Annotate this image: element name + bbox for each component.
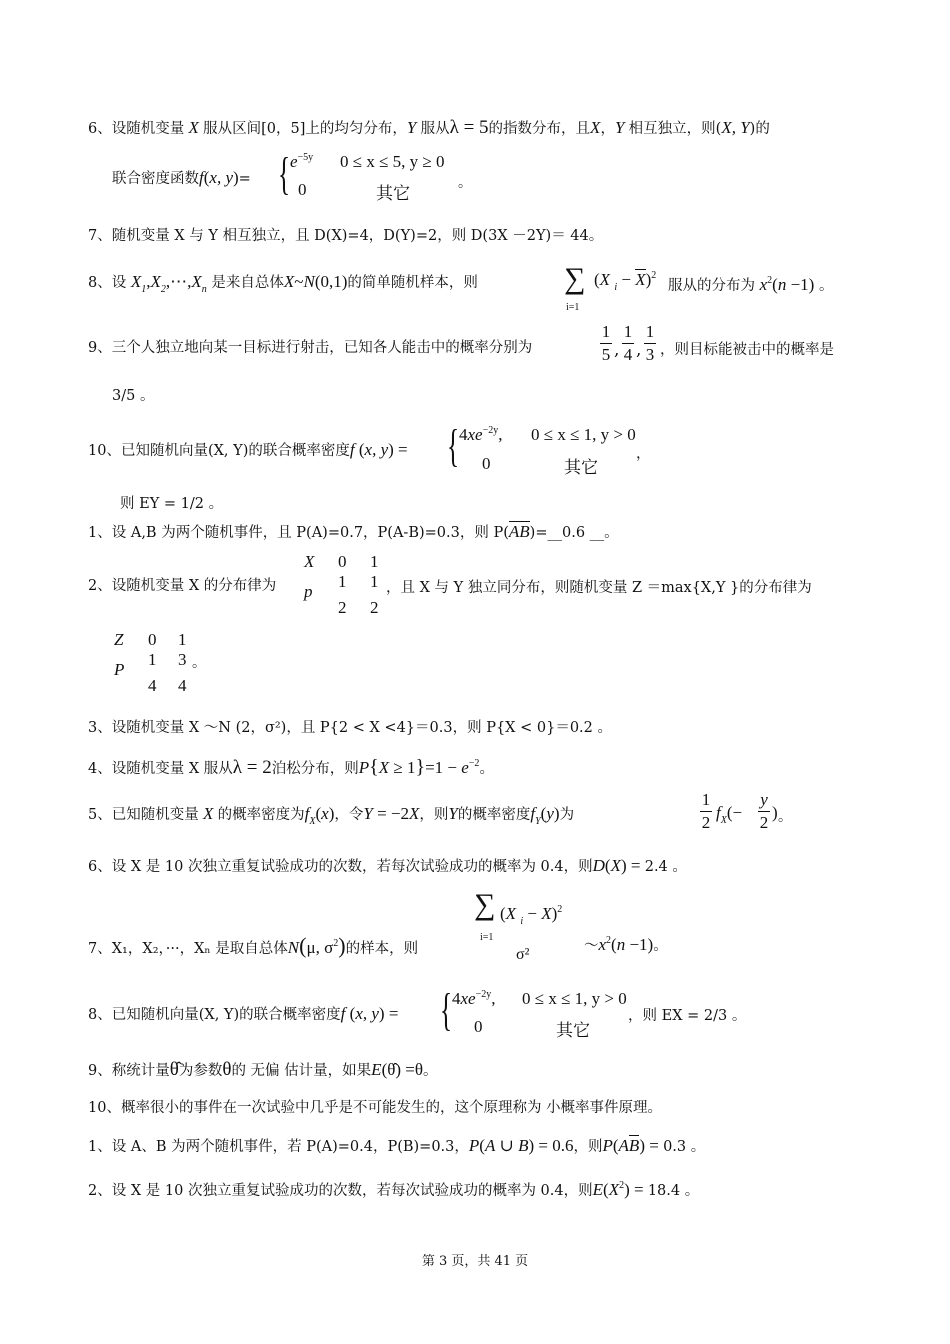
question-number: 8、 [88,1007,112,1023]
question-number: 7、 [88,941,112,957]
question-2c: 2、设 X 是 10 次独立重复试验成功的次数，若每次试验成功的概率为 0.4，则$E(X^2) = 18.4$ 。 [88,1180,700,1199]
text: 为 [559,807,575,823]
question-9a [88,338,532,358]
text: 为参数 [178,1063,223,1079]
text: ，则目标能被击中的概率是 [660,342,834,358]
text: 设 [111,275,127,291]
answer: 18.4 。 [647,1183,700,1199]
case-cond: 其它 [556,1021,590,1041]
fraction-1-3: 1 3 [645,322,655,364]
case-cond: 其它 [564,458,598,478]
question-number: 10、 [88,1100,121,1116]
fraction-1-2: 1 2 [701,790,711,832]
question-10b [88,1098,662,1118]
text: 服从的分布为 [668,278,755,294]
left-brace: { [278,148,291,199]
table-cell: 1 [178,630,187,649]
text: 设随机变量 X ～N (2，σ²)，且 P{2 < X <4}＝0.3，则 P{X < 0}＝0.2 。 [111,720,612,736]
case-1 [290,152,445,172]
page-footer: 第 3 页，共 41 页 [421,1254,529,1269]
sum-expr: (X $_i$ − X)$^2$ [500,904,563,927]
comma: , [614,340,620,360]
table-cell: X [304,552,315,571]
text: 。 [653,938,668,954]
question-8a: 8、设 $X_1,X_2,\cdots,X_n$ 是来自总体X~N(0,1)的简单随机样本，则 [88,272,478,295]
text: 服从区间[0，5]上的均匀分布， [203,121,407,137]
text: ，且 X 与 Y 独立同分布，则随机变量 Z ＝max{X,Y }的分布律为 [386,580,812,596]
table-cell: 2 [370,598,379,617]
question-3b [88,718,612,738]
table-cell: 4 [148,676,157,695]
table-cell: 0 [338,552,347,571]
text: 随机变量 X 与 Y 相互独立，且 D(X)=4，D(Y)=2，则 D(3X －2Y)＝ 44。 [111,228,604,244]
question-number: 2、 [88,1183,112,1199]
question-1b [88,522,619,543]
sum-index: i=1 [480,932,494,943]
table-cell: Z [114,630,124,649]
question-6a-cont: 联合密度函数f(x, y)= [112,168,251,187]
case-expr: e [290,152,298,171]
text: 设随机变量 [111,121,185,137]
text: )=__0.6 __。 [529,525,619,541]
comma: , [636,340,642,360]
fraction-1-5: 1 5 [601,322,611,364]
question-number: 2、 [88,578,112,594]
text: 称统计量 [111,1063,170,1079]
text: 。 [818,278,834,294]
text: 设 X 是 10 次独立重复试验成功的次数，若每次试验成功的概率为 0.4，则 [111,859,593,875]
text: 的简单随机样本，则 [347,275,478,291]
case-cond: 其它 [376,184,410,204]
table-cell: 3 [178,650,187,669]
question-number: 7、 [88,228,112,244]
text: )的 [749,121,770,137]
text: 。 [479,761,494,777]
question-6b: 6、设 X 是 10 次独立重复试验成功的次数，若每次试验成功的概率为 0.4，则D(X) = 2.4 。 [88,856,687,875]
density-expr: $f_X(-$ [716,803,743,826]
text: ，则 [573,1139,603,1155]
question-number: 9、 [88,1063,112,1079]
case-1: $4xe^{-2y}$, 0 ≤ x ≤ 1, y > 0 [452,989,627,1008]
text: = [238,171,251,187]
sigma-symbol: ∑ [564,262,586,295]
table-cell: 1 [338,572,347,591]
close-paren: ) [772,803,778,822]
table-cell: 1 [370,572,379,591]
question-8a-tail: 服从的分布为 $x^2(n -1)$ 。 [668,275,834,294]
question-7b-tail: $\sim x^2(n -1)$。 [584,935,668,954]
period: 。 [192,656,206,671]
text: 概率很小的事件在一次试验中几乎是不可能发生的，这个原理称为 小概率事件原理。 [120,1100,663,1116]
table-cell: 1 [370,552,379,571]
text: 。 [423,1063,438,1079]
complement-ab: AB [508,522,530,541]
text: 设随机变量 X 服从 [111,761,233,777]
question-number: 1、 [88,1139,112,1155]
text: 设随机变量 X 的分布律为 [111,578,277,594]
text: 已知随机向量(X, Y)的联合概率密度 [120,443,350,459]
text: ，则 [419,807,449,823]
table-cell: p [304,582,313,601]
text: 相互独立，则( [628,121,722,137]
text: ，令 [334,807,364,823]
case-cond: 0 ≤ x ≤ 1, y > 0 [522,989,627,1008]
text: 设 X 是 10 次独立重复试验成功的次数，若每次试验成功的概率为 0.4，则 [111,1183,593,1199]
left-brace: { [447,420,460,471]
text: 联合密度函数 [112,171,199,187]
question-8b: 8、已知随机向量(X, Y)的联合概率密度f (x, y) = [88,1004,399,1023]
question-7a [88,226,603,246]
question-number: 4、 [88,761,112,777]
answer: 2.4 。 [644,859,687,875]
question-9b: 9、称统计量θ̂为参数θ的 无偏 估计量，如果E(θ̂) =θ。 [88,1059,438,1080]
text: 已知随机变量 [111,807,199,823]
answer: 则 EY = 1/2 。 [120,496,224,512]
question-number: 10、 [88,443,121,459]
table-cell: 4 [178,676,187,695]
left-brace: { [440,984,453,1035]
question-number: 3、 [88,720,112,736]
case-2 [482,454,598,478]
period: 。 [458,175,472,191]
text: 的指数分布，且 [488,121,591,137]
question-6a: 6、设随机变量 X 服从区间[0，5]上的均匀分布，Y 服从λ = 5的指数分布，且X，Y 相互独立，则(X, Y)的 [88,117,770,138]
denominator: σ² [516,946,530,963]
sigma-symbol: ∑ [474,888,496,921]
question-4b: 4、设随机变量 X 服从λ = 2泊松分布，则$P\{X \ge 1\}=1 - e^{-2}$。 [88,756,494,778]
comma: ， [636,446,651,462]
case-expr: 0 [482,454,491,473]
fraction-y-2: y 2 [759,790,769,832]
answer: 3/5 。 [112,388,155,404]
table-cell: P [114,660,125,679]
case-2 [298,180,410,204]
text: 设 A,B 为两个随机事件，且 P(A)=0.7，P(A-B)=0.3，则 P( [111,525,509,541]
text: 泊松分布，则 [271,761,359,777]
question-number: 9、 [88,340,112,356]
text: 是来自总体 [211,275,284,291]
case-2 [474,1017,590,1041]
text: 的概率密度为 [217,807,305,823]
text: 的样本，则 [345,941,419,957]
question-number: 6、 [88,121,112,137]
question-2b [88,576,276,596]
question-number: 5、 [88,807,112,823]
case-cond: 0 ≤ x ≤ 1, y > 0 [531,425,636,444]
text: 的概率密度 [457,807,531,823]
answer: ，则 EX = 2/3 。 [628,1008,747,1024]
table-cell: 2 [338,598,347,617]
case-expr: 0 [298,180,307,199]
question-5b: 5、已知随机变量 X 的概率密度为$f_X(x)$，令Y = −2X，则Y的概率密度$f_Y(y)$为 [88,804,575,827]
text: 的 无偏 估计量，如果 [231,1063,372,1079]
answer: 0.3 。 [663,1139,706,1155]
case-1: $4xe^{-2y}$, 0 ≤ x ≤ 1, y > 0 [459,425,636,444]
sum-index: i=1 [566,302,580,313]
case-cond: 0 ≤ x ≤ 5, y ≥ 0 [340,152,445,171]
text: ～ [584,938,599,954]
question-7b: 7、X₁，X₂，···，Xₙ 是取自总体N(μ, $\sigma^2$)的样本，则 [88,933,419,958]
table-cell: 0 [148,630,157,649]
text: 已知随机向量(X, Y)的联合概率密度 [111,1007,341,1023]
text: 服从 [420,121,450,137]
question-number: 8、 [88,275,112,291]
case-exp: −5y [297,152,314,163]
text: 三个人独立地向某一目标进行射击，已知各人能击中的概率分别为 [111,340,533,356]
fraction-1-4: 1 4 [623,322,633,364]
question-10a: 10、已知随机向量(X, Y)的联合概率密度f (x, y) = [88,440,408,459]
case-expr: 0 [474,1017,483,1036]
question-number: 6、 [88,859,112,875]
question-1c: 1、设 A、B 为两个随机事件，若 P(A)=0.4，P(B)=0.3，P(A ∪ B) = 0.6，则P(AB) = 0.3 。 [88,1136,706,1155]
question-number: 1、 [88,525,112,541]
period: 。 [778,809,792,825]
text: 设 A、B 为两个随机事件，若 P(A)=0.4，P(B)=0.3， [111,1139,469,1155]
sum-expr: (X $_i$ − X)$^2$ [594,270,657,293]
table-cell: 1 [148,650,157,669]
text: X₁，X₂，···，Xₙ 是取自总体 [111,941,288,957]
